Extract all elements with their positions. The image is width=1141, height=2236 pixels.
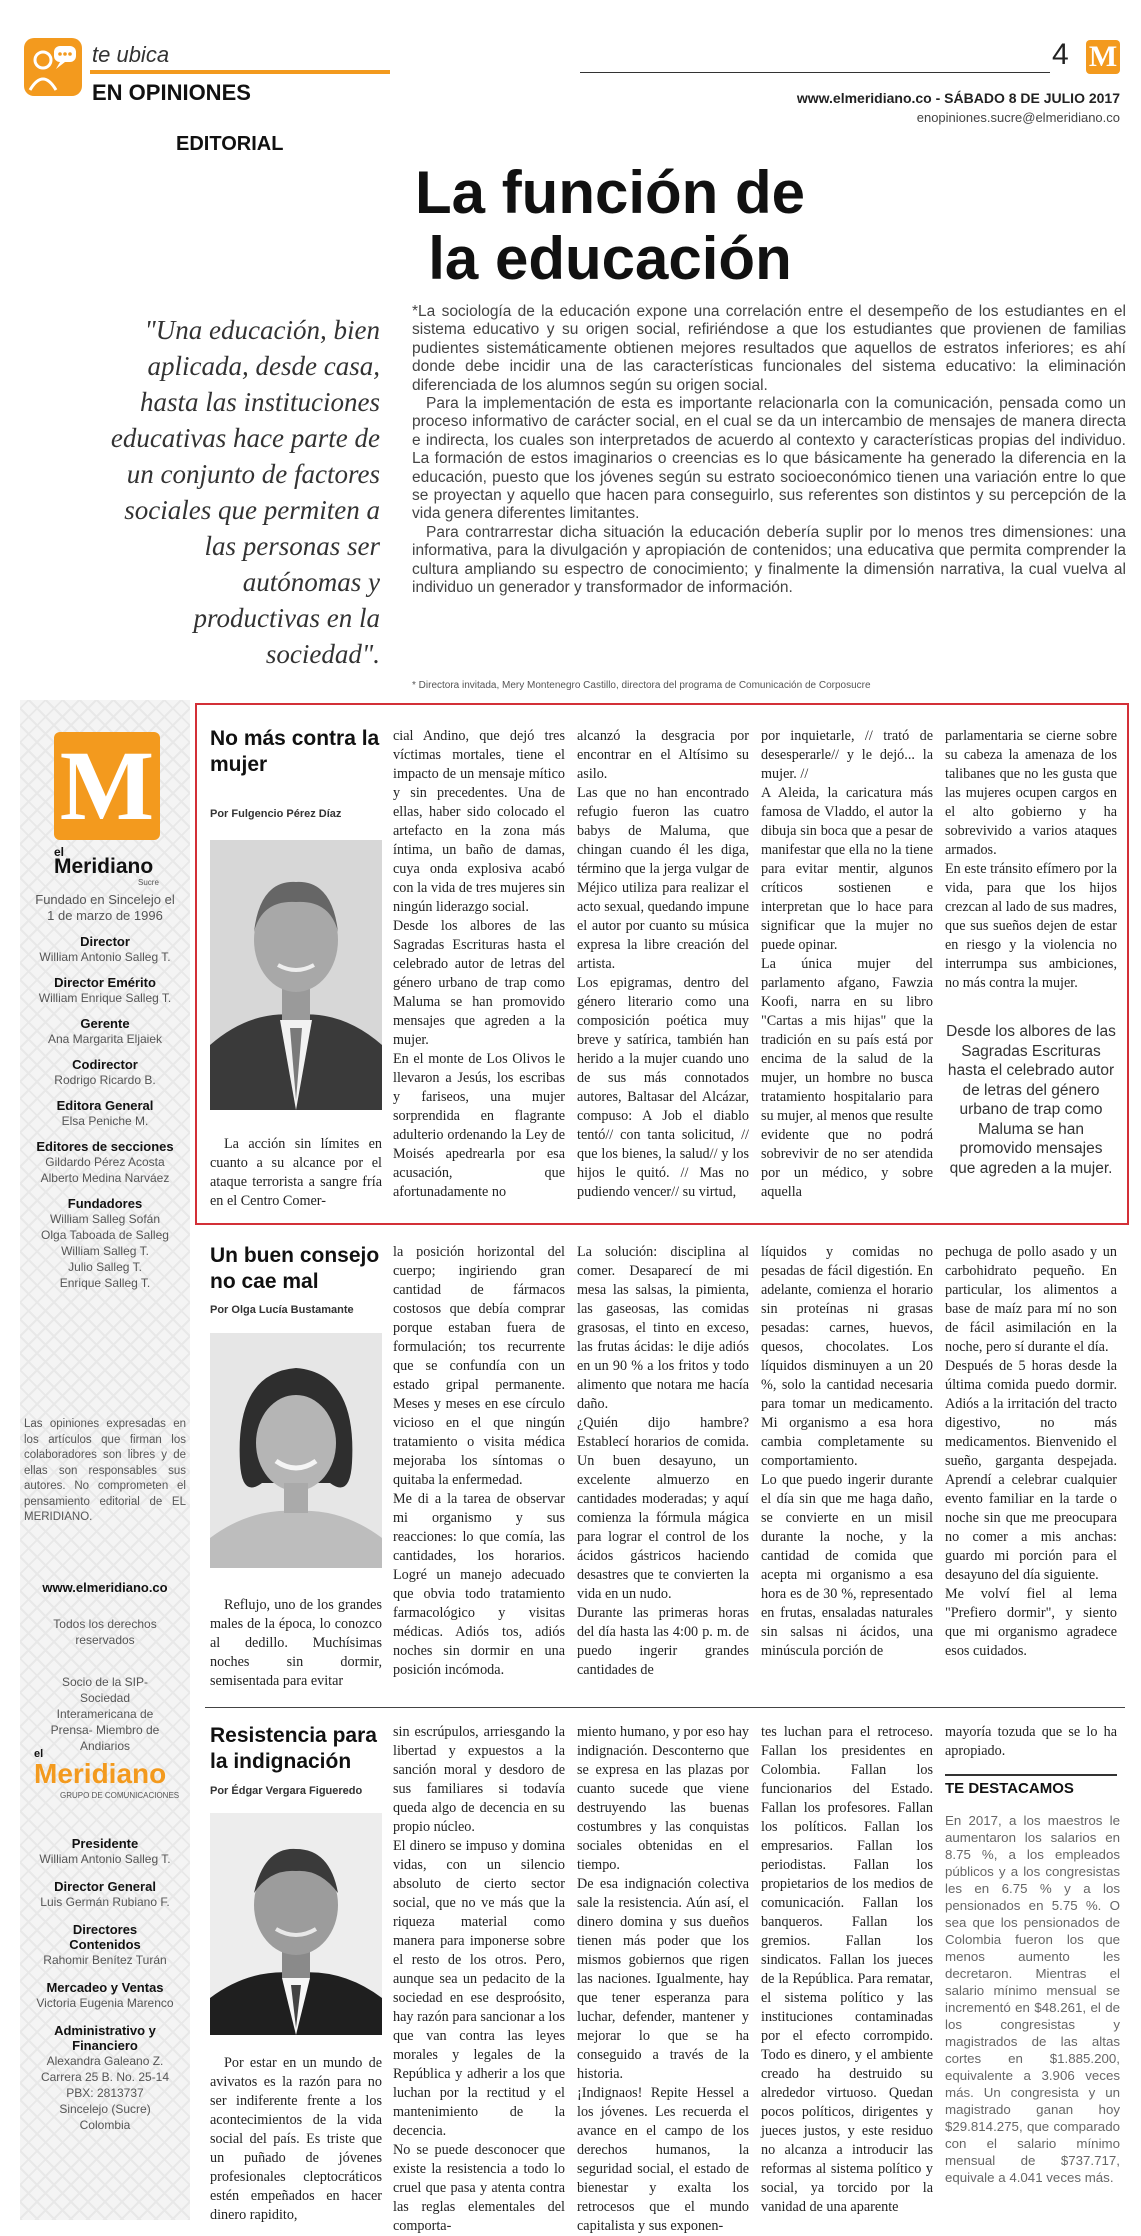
membership-text: Socio de la SIP- Sociedad Interamericana de Prensa- Miembro de Andiarios [50, 1675, 160, 1753]
sidebar [20, 700, 190, 2220]
staff-block: Editora General Elsa Peniche M. [56, 1098, 154, 1128]
editorial-title-line2: la educación [428, 225, 792, 292]
sidebar-logo-el: el [54, 845, 65, 859]
editorial-paragraph: Para la implementación de esta es importante relacionarla con la comunicación, pensada como un proceso informativo de carácter social, en el cual se da un intercambio de mensajes de manera directa e indirecta, los cuales son interpretados de acuerdo al contexto y características propias del individuo. La formación de estos imaginarios o creencias es lo que básicamente ha generado la diferencia en la educación, puesto que los jóvenes según su estrato socioeconómico tienen una variación entre lo que se proyectan y aquello que hacen para conseguirlo, sus referentes son distintos y su percepción de la vida genera diferentes limitantes. [412, 395, 1126, 523]
header-rule [580, 72, 1050, 73]
group-logo-sub: GRUPO DE COMUNICACIONES [60, 1791, 180, 1800]
header-logo: M [1086, 40, 1120, 74]
article2-col1: Reflujo, uno de los grandes males de la época, lo conozco al dedillo. Muchísimas noches sin dormir, semisentada para evitar [210, 1597, 382, 1689]
people-talk-icon [24, 38, 82, 96]
founded-text: Fundado en Sincelejo el 1 de marzo de 1996 [35, 892, 175, 923]
section-small-label: te ubica [92, 42, 170, 67]
article2-col3: La solución: disciplina al comer. Desaparecí de mi mesa las salsas, la pimienta, las gaseosas, las comidas grasosas, el tinto en exceso, las frutas ácidas: le dije adiós en un 90 % a los fritos y todo alimento que notara me hacía daño. ¿Quién dijo hambre? Establecí horarios de comida. Un buen desayuno, un excelente almuerzo en cantidades moderadas; y aquí comienza la fórmula mágica para lograr el control de los ácidos gástricos haciendo desastres que te convierten la vida en un nudo. Durante las primeras horas del día hasta las 4:00 p. m. de puedo ingerir grandes cantidades de [577, 1244, 749, 1678]
sidebar-logo: M [54, 732, 160, 840]
article1-title: No más contra la mujer [210, 727, 380, 776]
editorial-kicker: EDITORIAL [176, 133, 284, 155]
sidebar-logo-name: Meridiano [54, 855, 154, 878]
sidebar-logo-sub: Sucre [138, 878, 159, 887]
article1-byline: Por Fulgencio Pérez Díaz [210, 808, 342, 820]
staff-block: Mercadeo y Ventas Victoria Eugenia Marenco [36, 1980, 174, 2010]
editorial-title-line1: La función de [415, 159, 805, 226]
author-photo-fulgencio [210, 840, 382, 1110]
staff-block: Codirector Rodrigo Ricardo B. [54, 1057, 156, 1087]
article-divider [205, 1707, 1125, 1708]
contact-email: enopiniones.sucre@elmeridiano.co [916, 110, 1120, 125]
author-photo-edgar [210, 1813, 382, 2035]
staff-block: Gerente Ana Margarita Eljaiek [47, 1016, 163, 1046]
disclaimer: Las opiniones expresadas en los artículos que firman los colaboradores son libres y de ellas son responsables sus autores. No comprometen el pensamiento editorial de EL MERIDIANO. [24, 1418, 186, 1523]
section-logo [24, 38, 82, 96]
group-logo-name: Meridiano [34, 1758, 167, 1789]
article2-title: Un buen consejo no cae mal [210, 1244, 380, 1293]
article2-col4: líquidos y comidas no pesadas de fácil digestión. En adelante, comienza el horario sin proteínas ni grasas pesadas: carnes, huevos, quesos, chocolates. Los líquidos disminuyen a un 20 %, solo la cantidad necesaria para tomar un medicamento. Mi organismo a esa hora cambia completamente su comportamiento. Lo que puedo ingerir durante el día sin que me haga daño, se convierte en un misil durante la noche, y la cantidad de comida que acepta mi organismo a esa hora es de 30 %, representado en frutas, ensaladas naturales sin salsas ni ácidos, una minúscula porción de [761, 1244, 933, 1659]
section-title: EN OPINIONES [92, 80, 251, 105]
editorial-paragraph: Para contrarrestar dicha situación la educación debería suplir por lo menos tres dimensiones: una informativa, para la divulgación y apropiación de contenidos; una educativa que permita comprender la cultura ampliando su espectro de conocimiento; y finalmente la dimensión narrativa, la cual vuelva al individuo un generador y transformador de información. [412, 523, 1126, 597]
article2-byline: Por Olga Lucía Bustamante [210, 1304, 354, 1316]
staff-block: Director General Luis Germán Rubiano F. [40, 1879, 170, 1909]
author-photo-olga [210, 1333, 382, 1568]
article3-title: Resistencia para la indignación [210, 1724, 377, 1773]
staff-list [20, 934, 190, 1301]
article2-col2: la posición horizontal del cuerpo; ingiriendo gran cantidad de fármacos costosos que debía comprar porque estaban fuera de formulación; tos recurrente que se confundía con un estado gripal permanente. Meses y meses en ese círculo vicioso en el que ningún tratamiento o visita médica mejoraba los síntomas o quitaba la enfermedad. Me di a la tarea de observar mi organismo y sus reacciones: lo que comía, las cantidades, los horarios. Logré un manejo adecuado que obvia todo tratamiento farmacológico y visitas médicas. Adiós tos, adiós noches sin dormir en una posición incómoda. [393, 1244, 565, 1678]
article3-col5: mayoría tozuda que se lo ha apropiado. [945, 1724, 1117, 1759]
editorial-pullquote: "Una educación, bien aplicada, desde casa, hasta las instituciones educativas hace parte de un conjunto de factores sociales que permiten a las personas ser autónomas y productivas en la sociedad". [110, 315, 380, 669]
destacamos-rule [945, 1774, 1117, 1776]
destacamos-text: En 2017, a los maestros le aumentaron los salarios en 8.75 %, a los empleados públicos y a los congresistas les en 6.75 % y a los pensionados en 5.75 %. O sea que los pensionados de Colombia fueron los que menos aumento les decretaron. Mientras el salario mínimo mensual se incrementó en $48.261, el de los congresistas y magistrados de las altas cortes en $1.885.200, equivalente a 3.906 veces más. Un congresista y un magistrado ganan hoy $29.814.275, que comparado con el salario mínimo mensual de $737.717, equivale a 4.041 veces más. [945, 1813, 1120, 2185]
editorial-paragraph: *La sociología de la educación expone una correlación entre el desempeño de los estudiantes en el sistema educativo y su origen social, refiriéndose a que los estudiantes que provienen de familias pudientes sistemáticamente obtienen mejores resultados que aquellos de estratos inferiores; es ahí donde debe incidir una de las características funcionales del sistema educativo: la eliminación diferenciada de los alumnos según su origen social. [412, 303, 1126, 394]
article3-col3: miento humano, y por eso hay indignación. Desconterno que se expresa en las plazas por cuanto sucede que viene destruyendo las buenas costumbres y las conquistas sociales obtenidas en el tiempo. De esa indignación colectiva sale la resistencia. Aún así, el dinero domina y sus dueños tienen más poder que los mismos gobiernos que rigen las naciones. Igualmente, hay que tener esperanza para luchar, defender, mantener y mejorar lo que se ha conseguido a través de la historia. ¡Indignaos! Repite Hessel a los jóvenes. Les recuerda el avance en el campo de los derechos humanos, la seguridad social, el estado de bienestar y exalta los retrocesos que el mundo capitalista y sus exponen- [577, 1724, 749, 2234]
staff-block: Editores de secciones Gildardo Pérez Acosta Alberto Medina Narváez [36, 1139, 174, 1185]
staff-block: Directores Contenidos Rahomir Benítez Turán [43, 1922, 167, 1967]
article1-col2: cial Andino, que dejó tres víctimas mortales, tiene el impacto de un mensaje mítico y sin precedentes. Una de ellas, haber sido colocado el artefacto en la zona más íntima, un baño de damas, cuya onda explosiva acabó con la vida de tres mujeres sin ningún liderazgo social. Desde los albores de las Sagradas Escrituras hasta el celebrado autor de letras del género urbano de trap como Maluma se han promovido mensajes que agreden a la mujer. En el monte de Los Olivos le llevaron a Jesús, los escribas y fariseos, una mujer sorprendida en flagrante adulterio ordenando la Ley de Moisés apedrearla por esa acusación, que afortunadamente no [393, 728, 565, 1200]
article3-col4: tes luchan para el retroceso. Fallan los presidentes en Colombia. Fallan los funcionarios del Estado. Fallan los profesores. Fallan los políticos. Fallan los empresarios. Fallan los periodistas. Fallan los propietarios de los medios de comunicación. Fallan los banqueros. Fallan los gremios. Fallan los sindicatos. Fallan los jueces de la República. Para rematar, el sistema político y las instituciones contaminadas por el efecto corrompido. Todo es dinero, y el ambiente creado ha destruido su alrededor virtuoso. Quedan pocos políticos, dirigentes y jueces justos, y este residuo no alcanza a introducir las reformas al sistema político y social, ya torcido por la vanidad de una aparente [761, 1724, 933, 2215]
article3-col2: sin escrúpulos, arriesgando la libertad y expuestos a la sanción moral y desdoro de sus familiares si todavía queda algo de decencia en su propio núcleo. El dinero se impuso y domina vidas, con un silencio absoluto de cierto sector social, que no ve más que la riqueza material como manera para imponerse sobre el resto de los otros. Pero, aunque sea un pedacito de la sociedad en ese desproósito, hay razón para sancionar a los que van contra las leyes morales y legales de la República y adherir a los que luchan por la rectitud y el mantenimiento de la decencia. No se puede desconocer que existe la resistencia a todo lo cruel que pasa y atenta contra las reglas elementales del comporta- [393, 1724, 565, 2234]
website-date: www.elmeridiano.co - SÁBADO 8 DE JULIO 2017 [796, 90, 1120, 106]
sidebar-website[interactable]: www.elmeridiano.co [42, 1580, 168, 1595]
article2-col5: pechuga de pollo asado y un carbohidrato pequeño. En particular, los alimentos a base de maíz para mí no son de fácil asimilación en la noche, pero sí durante el día. Después de 5 horas desde la última comida puedo dormir. Adiós a la irritación del tracto digestivo, no más medicamentos. Bienvenido el sueño, garganta despejada. Aprendí a celebrar cualquier evento familiar en la tarde o noche sin que me preocupara no comer a mis anchas: guardo mi porción para el desayuno del día siguiente. Me volví fiel al lema "Prefiero dormir", y siento que mi organismo agradece esos cuidados. [945, 1244, 1117, 1659]
staff-block: Administrativo y Financiero Alexandra Galeano Z. Carrera 25 B. No. 25-14 PBX: 2813737 Sincelejo (Sucre) Colombia [40, 2023, 170, 2132]
group-logo-el: el [34, 1748, 44, 1760]
staff2-list [20, 1836, 190, 2133]
section-underline [90, 70, 390, 74]
destacamos-heading: TE DESTACAMOS [945, 1780, 1074, 1797]
staff-block: Director William Antonio Salleg T. [39, 934, 171, 964]
article3-col1: Por estar en un mundo de avivatos es la razón para no ser indiferente frente a los acontecimientos de la vida social del país. Es triste que un puñado de jóvenes profesionales cleptocráticos estén empeñados en hacer dinero rapidito, [210, 2055, 382, 2223]
article1-col4: por inquietarle, // trató de desesperarle// y le dejó... la mujer. // A Aleida, la caricatura más famosa de Vladdo, el autor la dibuja sin boca que a pesar de manifestar que ella no la tiene para evitar mentir, algunos críticos sostienen e interpretan que lo hace para significar que la mujer no puede opinar. La única mujer del parlamento afgano, Fawzia Koofi, narra en su libro "Cartas a mis hijas" que la tradición en su país está por encima de la salud de la mujer, un hombre no busca tratamiento hospitalario para su mujer, al menos que resulte evidente que no podrá sobrevivir de no ser atendida por un médico, y sobre aquella [761, 728, 934, 1200]
article1-col3: alcanzó la desgracia por encontrar en el Altísimo su asilo. Las que no han encontrado refugio fueron las cuatro babys de Maluma, que chingan cuando él les diga, término que la jerga vulgar de Méjico utiliza para realizar el acto sexual, quedando impune el autor por cuanto su música expresa la libre creación del artista. Los epigramas, dentro del género literario como una composición poética muy breve y satírica, también han herido a la mujer cuando uno de sus más connotados autores, Baltasar del Alcázar, compuso: A Job el diablo tentó// con tanta solicitud, // que los bienes, la salud// y los hijos le quitó. // Mas no pudiendo vencer// su virtud, [577, 728, 749, 1200]
article1-pullquote: Desde los albores de las Sagradas Escrituras hasta el celebrado autor de letras del género urbano de trap como Maluma se han promovido mensajes que agreden a la mujer. [946, 1023, 1116, 1177]
staff-block: Fundadores William Salleg Sofán Olga Taboada de Salleg William Salleg T. Julio Salleg T. Enrique Salleg T. [41, 1196, 169, 1290]
editorial-title [300, 160, 920, 292]
page-number: 4 [1052, 38, 1069, 71]
editorial-body [412, 303, 1126, 598]
article3-byline: Por Édgar Vergara Figueredo [210, 1785, 363, 1797]
staff-block: Presidente William Antonio Salleg T. [39, 1836, 171, 1866]
editorial-footnote: * Directora invitada, Mery Montenegro Castillo, directora del programa de Comunicación de Corposucre [412, 680, 871, 691]
article1-col1: La acción sin límites en cuanto a su alcance por el ataque terrorista a sangre fría en el Centro Comer- [210, 1136, 382, 1209]
article1-col5: parlamentaria se cierne sobre su cabeza la amenaza de los talibanes que no les gusta que las mujeres ocupen cargos en el alto gobierno y ha sobrevivido a varios ataques armados. En este tránsito efímero por la vida, para que los hijos crezcan al lado de sus madres, que sus sueños dejen de estar en riesgo y la violencia no interrumpa sus ambiciones, no más contra la mujer. [945, 728, 1117, 991]
staff-block: Director Emérito William Enrique Salleg T. [38, 975, 172, 1005]
rights-text: Todos los derechos reservados [53, 1617, 157, 1647]
